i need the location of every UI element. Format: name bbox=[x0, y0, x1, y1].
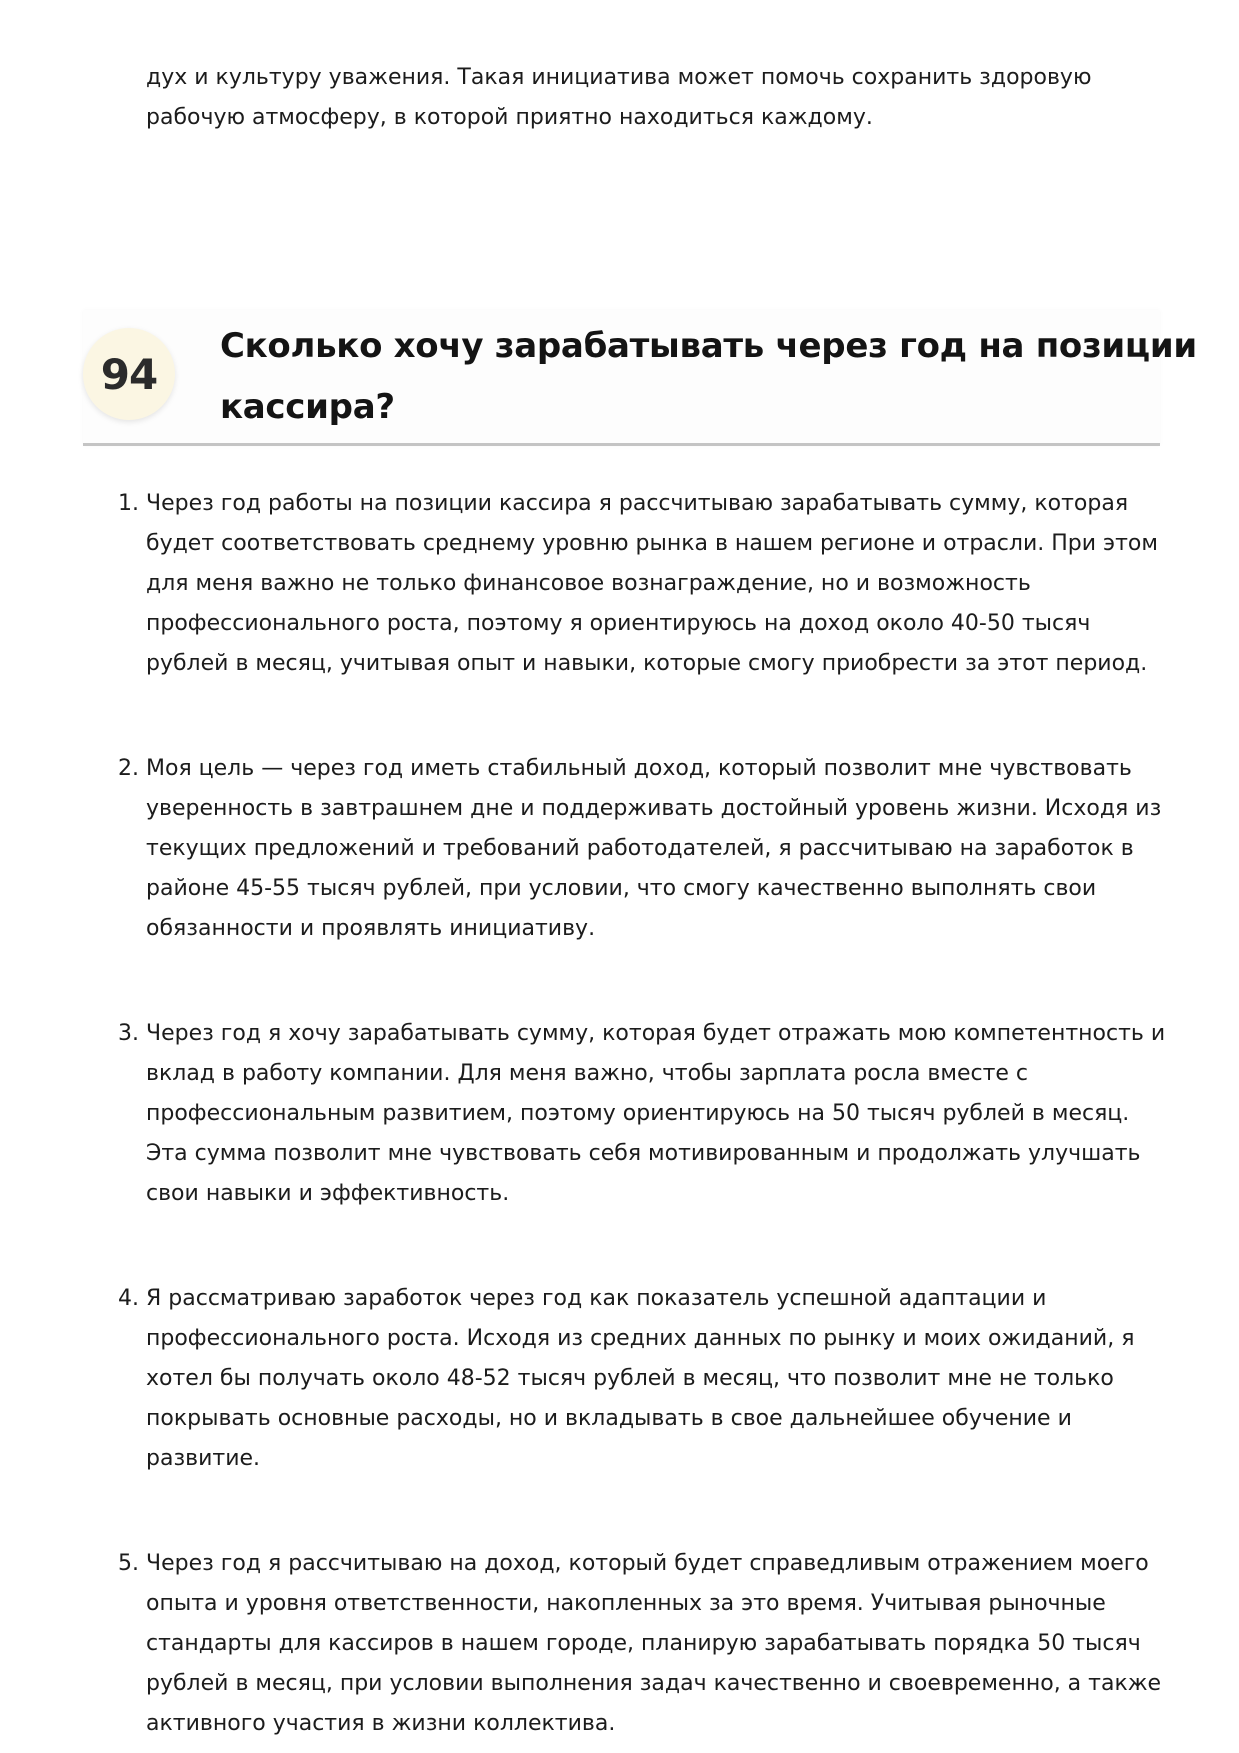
answer-number: 5. bbox=[118, 1551, 139, 1576]
answer-line: обязанности и проявлять инициативу. bbox=[146, 916, 596, 941]
answer-list bbox=[110, 484, 1170, 1744]
answer-item-4 bbox=[110, 1279, 1170, 1479]
answer-line: вклад в работу компании. Для меня важно, чтобы зарплата росла вместе с bbox=[146, 1061, 1029, 1086]
answer-line: Я рассматриваю заработок через год как показатель успешной адаптации и bbox=[146, 1286, 1047, 1311]
answer-line: для меня важно не только финансовое вознаграждение, но и возможность bbox=[146, 571, 1031, 596]
answer-line: Эта сумма позволит мне чувствовать себя мотивированным и продолжать улучшать bbox=[146, 1141, 1141, 1166]
answer-number: 2. bbox=[118, 756, 139, 781]
answer-line: профессиональным развитием, поэтому ориентируюсь на 50 тысяч рублей в месяц. bbox=[146, 1101, 1130, 1126]
answer-line: будет соответствовать среднему уровню рынка в нашем регионе и отрасли. При этом bbox=[146, 531, 1158, 556]
answer-line: покрывать основные расходы, но и вкладывать в свое дальнейшее обучение и bbox=[146, 1406, 1072, 1431]
answer-line: Через год работы на позиции кассира я рассчитываю зарабатывать сумму, которая bbox=[146, 491, 1129, 516]
intro-line: дух и культуру уважения. Такая инициатива может помочь сохранить здоровую bbox=[146, 65, 1092, 90]
answer-line: районе 45-55 тысяч рублей, при условии, что смогу качественно выполнять свои bbox=[146, 876, 1097, 901]
answer-line: уверенность в завтрашнем дне и поддерживать достойный уровень жизни. Исходя из bbox=[146, 796, 1162, 821]
answer-line: профессионального роста. Исходя из средних данных по рынку и моих ожиданий, я bbox=[146, 1326, 1135, 1351]
answer-line: профессионального роста, поэтому я ориентируюсь на доход около 40-50 тысяч bbox=[146, 611, 1091, 636]
answer-item-5 bbox=[110, 1544, 1170, 1744]
question-header bbox=[83, 310, 1197, 446]
answer-line: Через год я рассчитываю на доход, который будет справедливым отражением моего bbox=[146, 1551, 1149, 1576]
answer-line: текущих предложений и требований работодателей, я рассчитываю на заработок в bbox=[146, 836, 1134, 861]
answer-line: активного участия в жизни коллектива. bbox=[146, 1711, 616, 1736]
question-number-badge: 94 bbox=[83, 328, 175, 420]
question-title bbox=[220, 316, 1197, 438]
answer-line: Моя цель — через год иметь стабильный доход, который позволит мне чувствовать bbox=[146, 756, 1132, 781]
intro-paragraph bbox=[146, 58, 1146, 138]
answer-line: свои навыки и эффективность. bbox=[146, 1181, 510, 1206]
question-title-line: Сколько хочу зарабатывать через год на позиции bbox=[220, 326, 1197, 366]
answer-line: рублей в месяц, учитывая опыт и навыки, которые смогу приобрести за этот период. bbox=[146, 651, 1148, 676]
answer-line: опыта и уровня ответственности, накопленных за это время. Учитывая рыночные bbox=[146, 1591, 1106, 1616]
answer-line: развитие. bbox=[146, 1446, 261, 1471]
answer-line: хотел бы получать около 48-52 тысяч рублей в месяц, что позволит мне не только bbox=[146, 1366, 1114, 1391]
answer-item-3 bbox=[110, 1014, 1170, 1214]
answer-number: 1. bbox=[118, 491, 139, 516]
answer-number: 3. bbox=[118, 1021, 139, 1046]
answer-item-2 bbox=[110, 749, 1170, 949]
answer-item-1 bbox=[110, 484, 1170, 684]
answer-number: 4. bbox=[118, 1286, 139, 1311]
answer-line: Через год я хочу зарабатывать сумму, которая будет отражать мою компетентность и bbox=[146, 1021, 1166, 1046]
intro-line: рабочую атмосферу, в которой приятно находиться каждому. bbox=[146, 105, 873, 130]
answer-line: стандарты для кассиров в нашем городе, планирую зарабатывать порядка 50 тысяч bbox=[146, 1631, 1141, 1656]
question-title-line: кассира? bbox=[220, 387, 395, 427]
answer-line: рублей в месяц, при условии выполнения задач качественно и своевременно, а также bbox=[146, 1671, 1162, 1696]
